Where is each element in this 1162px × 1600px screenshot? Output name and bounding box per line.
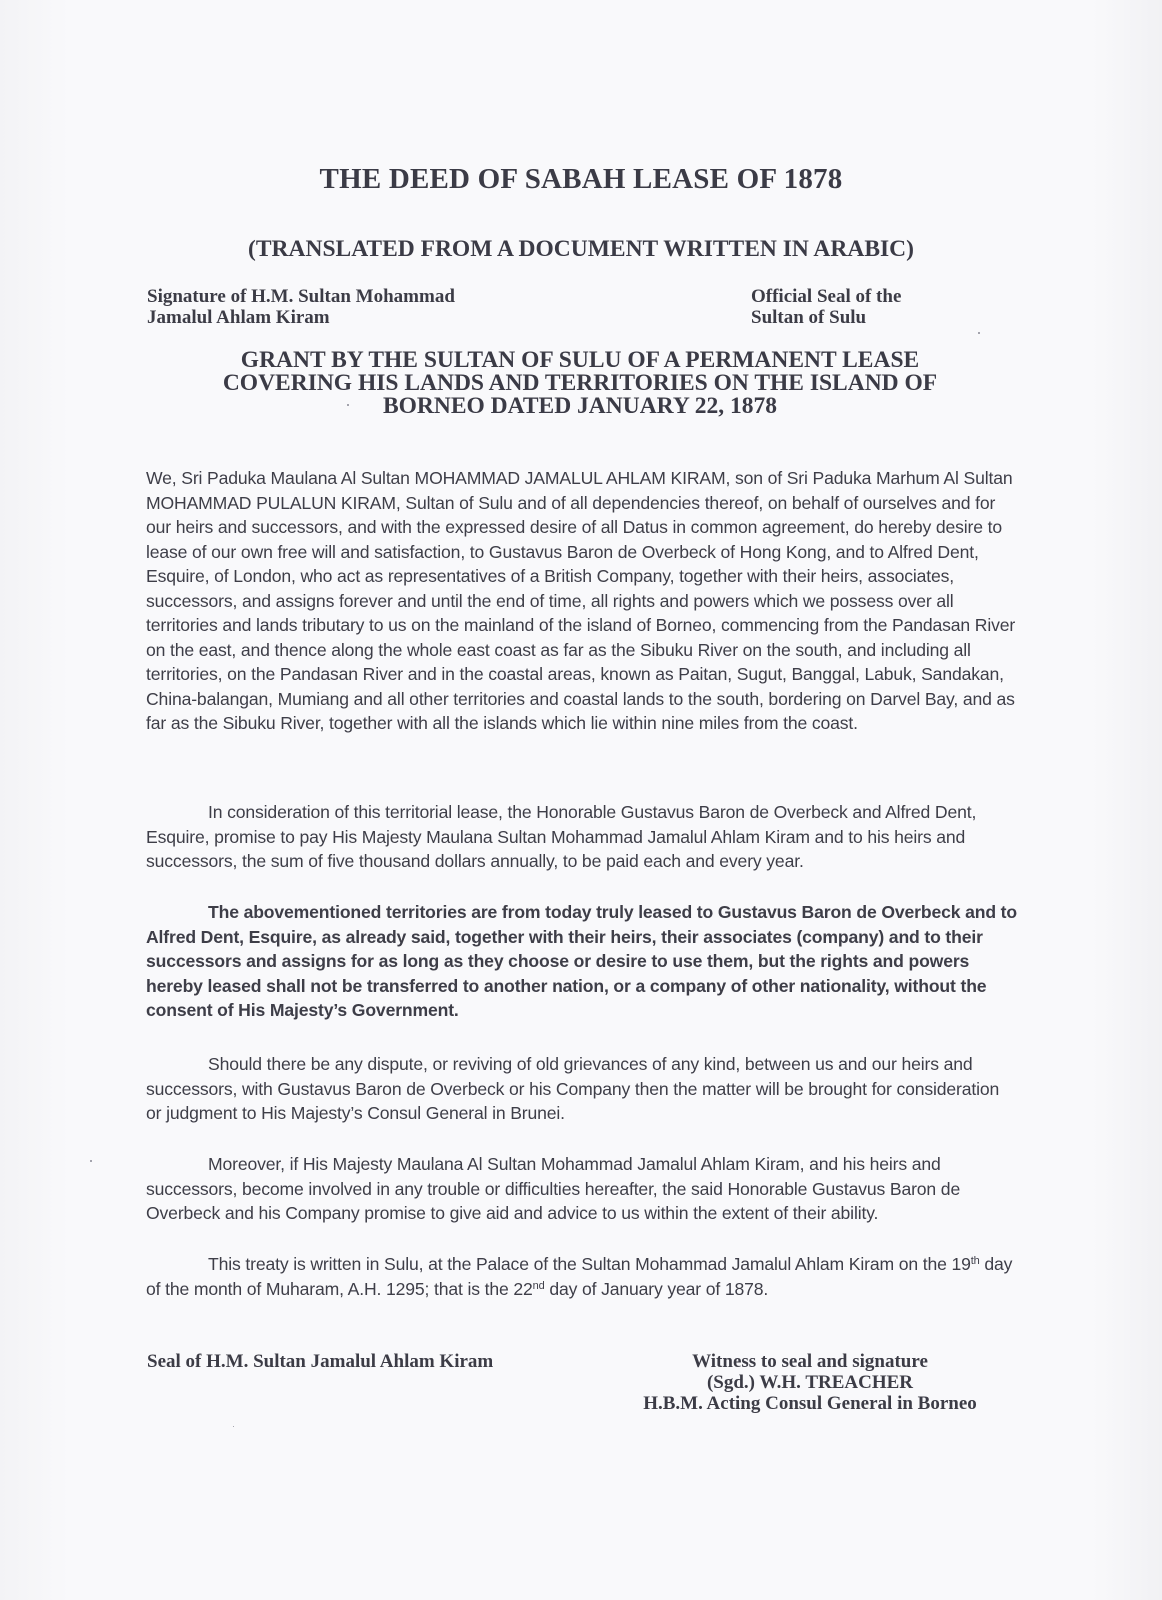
paragraph-payment [146, 800, 1018, 874]
document-subtitle: (TRANSLATED FROM A DOCUMENT WRITTEN IN ARABIC) [248, 236, 914, 262]
paragraph-lease-grant [146, 466, 1018, 736]
paragraph-aid-text: Moreover, if His Majesty Maulana Al Sultan Mohammad Jamalul Ahlam Kiram, and his heirs and successors, become involved in any trouble or difficulties hereafter, the said Honorable Gustavus Baron de Overbeck and his Company promise to give aid and advice to us within the extent of their ability. [146, 1154, 961, 1223]
paper-speck [347, 404, 349, 406]
treaty-date-part1: This treaty is written in Sulu, at the Palace of the Sultan Mohammad Jamalul Ahlam Kiram on the 19 [208, 1254, 971, 1274]
paper-speck [90, 1160, 92, 1162]
treaty-date-part3: day of January year of 1878. [544, 1278, 769, 1299]
grant-heading-line2: COVERING HIS LANDS AND TERRITORIES ON THE ISLAND OF [222, 370, 938, 396]
paragraph-dispute-text: Should there be any dispute, or reviving of old grievances of any kind, between us and our heirs and successors, with Gustavus Baron de Overbeck or his Company then the matter will be brought for consideration or judgment to His Majesty’s Consul General in Brunei. [146, 1054, 1000, 1123]
paragraph-territories-text: The abovementioned territories are from today truly leased to Gustavus Baron de Overbeck and to Alfred Dent, Esquire, as already said, together with their heirs, their associates (company) and to their successors and assigns for as long as they choose or desire to use them, but the rights and powers hereby leased shall not be transferred to another nation, or a company of other nationality, without the consent of His Majesty’s Government. [146, 902, 1017, 1020]
witness-line2: (Sgd.) W.H. TREACHER [706, 1372, 914, 1393]
paragraph-treaty-date-text [146, 1252, 1018, 1301]
sultan-signature-label [147, 286, 455, 328]
treaty-date-sup1: th [970, 1255, 980, 1267]
official-seal-line1: Official Seal of the [751, 286, 902, 307]
witness-line3: H.B.M. Acting Consul General in Borneo [643, 1393, 977, 1414]
witness-block [600, 1351, 1020, 1414]
paragraph-territories [146, 900, 1018, 1023]
paragraph-treaty-date [146, 1252, 1018, 1301]
sultan-signature-line1: Signature of H.M. Sultan Mohammad [147, 286, 455, 307]
paragraph-payment-text: In consideration of this territorial lease, the Honorable Gustavus Baron de Overbeck and Alfred Dent, Esquire, promise to pay His Majesty Maulana Sultan Mohammad Jamalul Ahlam Kiram and to his heirs and successors, the sum of five thousand dollars annually, to be paid each and every year. [146, 802, 977, 871]
paragraph-lease-grant-text: We, Sri Paduka Maulana Al Sultan MOHAMMAD JAMALUL AHLAM KIRAM, son of Sri Paduka Marhum Al Sultan MOHAMMAD PULALUN KIRAM, Sultan of Sulu and of all dependencies thereof, on behalf of ourselves and for our heirs and successors, and with the expressed desire of all Datus in common agreement, do hereby desire to lease of our own free will and satisfaction, to Gustavus Baron de Overbeck of Hong Kong, and to Alfred Dent, Esquire, of London, who act as representatives of a British Company, together with their heirs, associates, successors, and assigns forever and until the end of time, all rights and powers which we possess over all territories and lands tributary to us on the mainland of the island of Borneo, commencing from the Pandasan River on the east, and thence along the whole east coast as far as the Sibuku River on the south, and including all territories, on the Pandasan River and in the coastal areas, known as Paitan, Sugut, Banggal, Labuk, Sandakan, China-balangan, Mumiang and all other territories and coastal lands to the south, bordering on Darvel Bay, and as far as the Sibuku River, together with all the islands which lie within nine miles from the coast. [146, 468, 1016, 733]
document-title: THE DEED OF SABAH LEASE OF 1878 [319, 163, 843, 195]
witness-line1: Witness to seal and signature [692, 1351, 928, 1372]
paragraph-aid [146, 1152, 1018, 1226]
paper-speck [978, 332, 980, 334]
treaty-date-part2: day of the month of Muharam, A.H. 1295; that is the 22 [146, 1254, 1013, 1299]
official-seal-line2: Sultan of Sulu [751, 307, 867, 328]
sultan-seal-label: Seal of H.M. Sultan Jamalul Ahlam Kiram [147, 1351, 494, 1372]
paper-speck [233, 1426, 234, 1427]
sultan-signature-line2: Jamalul Ahlam Kiram [147, 307, 330, 328]
treaty-date-sup2: nd [532, 1279, 545, 1292]
paragraph-dispute [146, 1052, 1018, 1126]
grant-heading [140, 349, 1020, 418]
grant-heading-line3: BORNEO DATED JANUARY 22, 1878 [382, 393, 778, 419]
official-seal-label [751, 286, 901, 328]
grant-heading-line1: GRANT BY THE SULTAN OF SULU OF A PERMANENT LEASE [240, 347, 920, 373]
